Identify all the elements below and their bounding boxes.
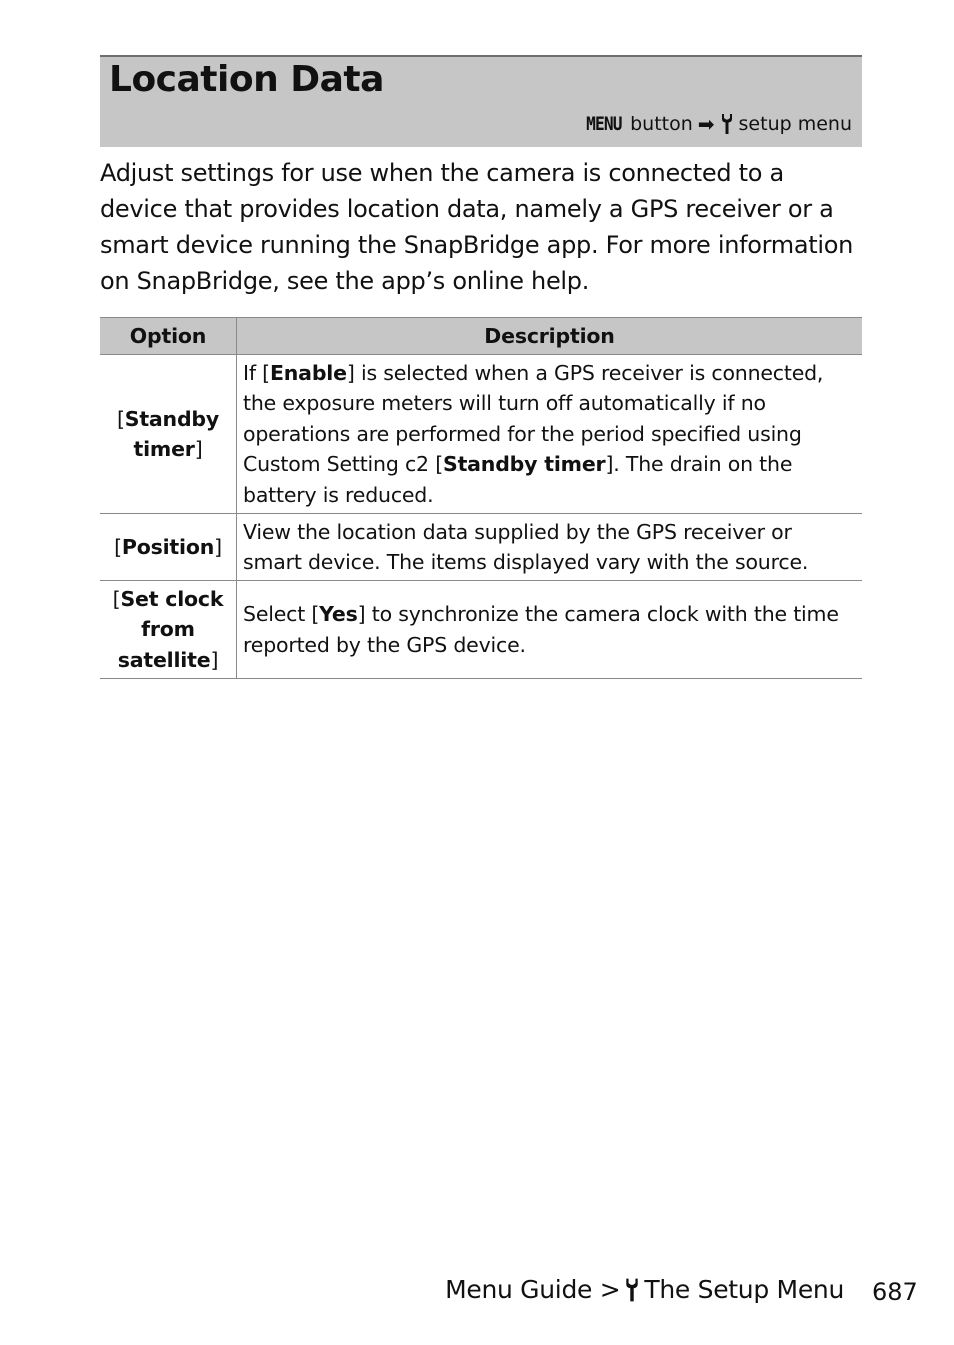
intro-paragraph: Adjust settings for use when the camera is connected to a device that provides location data, namely a GPS receiver or a smart device running the SnapBridge app. For more information on SnapBridge, see the app’s online help. [100, 159, 854, 295]
option-cell: [Standby timer] [100, 355, 237, 514]
desc-text: If [ [243, 360, 270, 385]
right-arrow-icon: ➡ [697, 112, 715, 136]
footer-prefix: Menu Guide > [445, 1275, 621, 1304]
page-number: 687 [872, 1278, 918, 1306]
description-cell [237, 581, 863, 679]
desc-text: ]. The drain on the battery is reduced. [243, 452, 793, 507]
table-row [100, 581, 862, 679]
table-row [100, 355, 862, 514]
option-cell: [Position] [100, 514, 237, 581]
footer-section-link[interactable] [445, 1275, 844, 1304]
breadcrumb-setup-text: setup menu [738, 113, 852, 135]
footer-section-name: The Setup Menu [644, 1275, 844, 1304]
header-description: Description [237, 318, 863, 355]
desc-text: ] is selected when a GPS receiver is connected, the exposure meters will turn off automatically if no operations are performed for the period specified using Custom Setting c2 [ [243, 360, 824, 477]
table-header-row [100, 318, 862, 355]
desc-bold-enable: Enable [269, 360, 347, 385]
desc-text: Select [ [243, 602, 320, 626]
breadcrumb-button-text: button [630, 113, 693, 135]
option-cell: [Set clock from satellite] [100, 581, 237, 679]
desc-bold-standby-timer: Standby timer [443, 452, 606, 477]
wrench-icon [720, 113, 734, 135]
description-cell [237, 355, 863, 514]
header-option: Option [100, 318, 237, 355]
page-header [100, 55, 862, 147]
option-position: Position [121, 534, 215, 559]
wrench-icon [624, 1277, 640, 1303]
option-standby-timer: Standby timer [124, 406, 220, 461]
description-cell: View the location data supplied by the GPS receiver or smart device. The items displayed vary with the source. [237, 514, 863, 581]
table-row [100, 514, 862, 581]
desc-text: ] to synchronize the camera clock with the time reported by the GPS device. [243, 602, 839, 657]
menu-button-key: MENU [586, 113, 622, 135]
option-set-clock-from-satellite: Set clock from satellite [117, 586, 224, 672]
options-table [100, 317, 862, 679]
page-title: Location Data [109, 59, 384, 100]
breadcrumb [583, 112, 852, 136]
desc-bold-yes: Yes [319, 602, 358, 626]
